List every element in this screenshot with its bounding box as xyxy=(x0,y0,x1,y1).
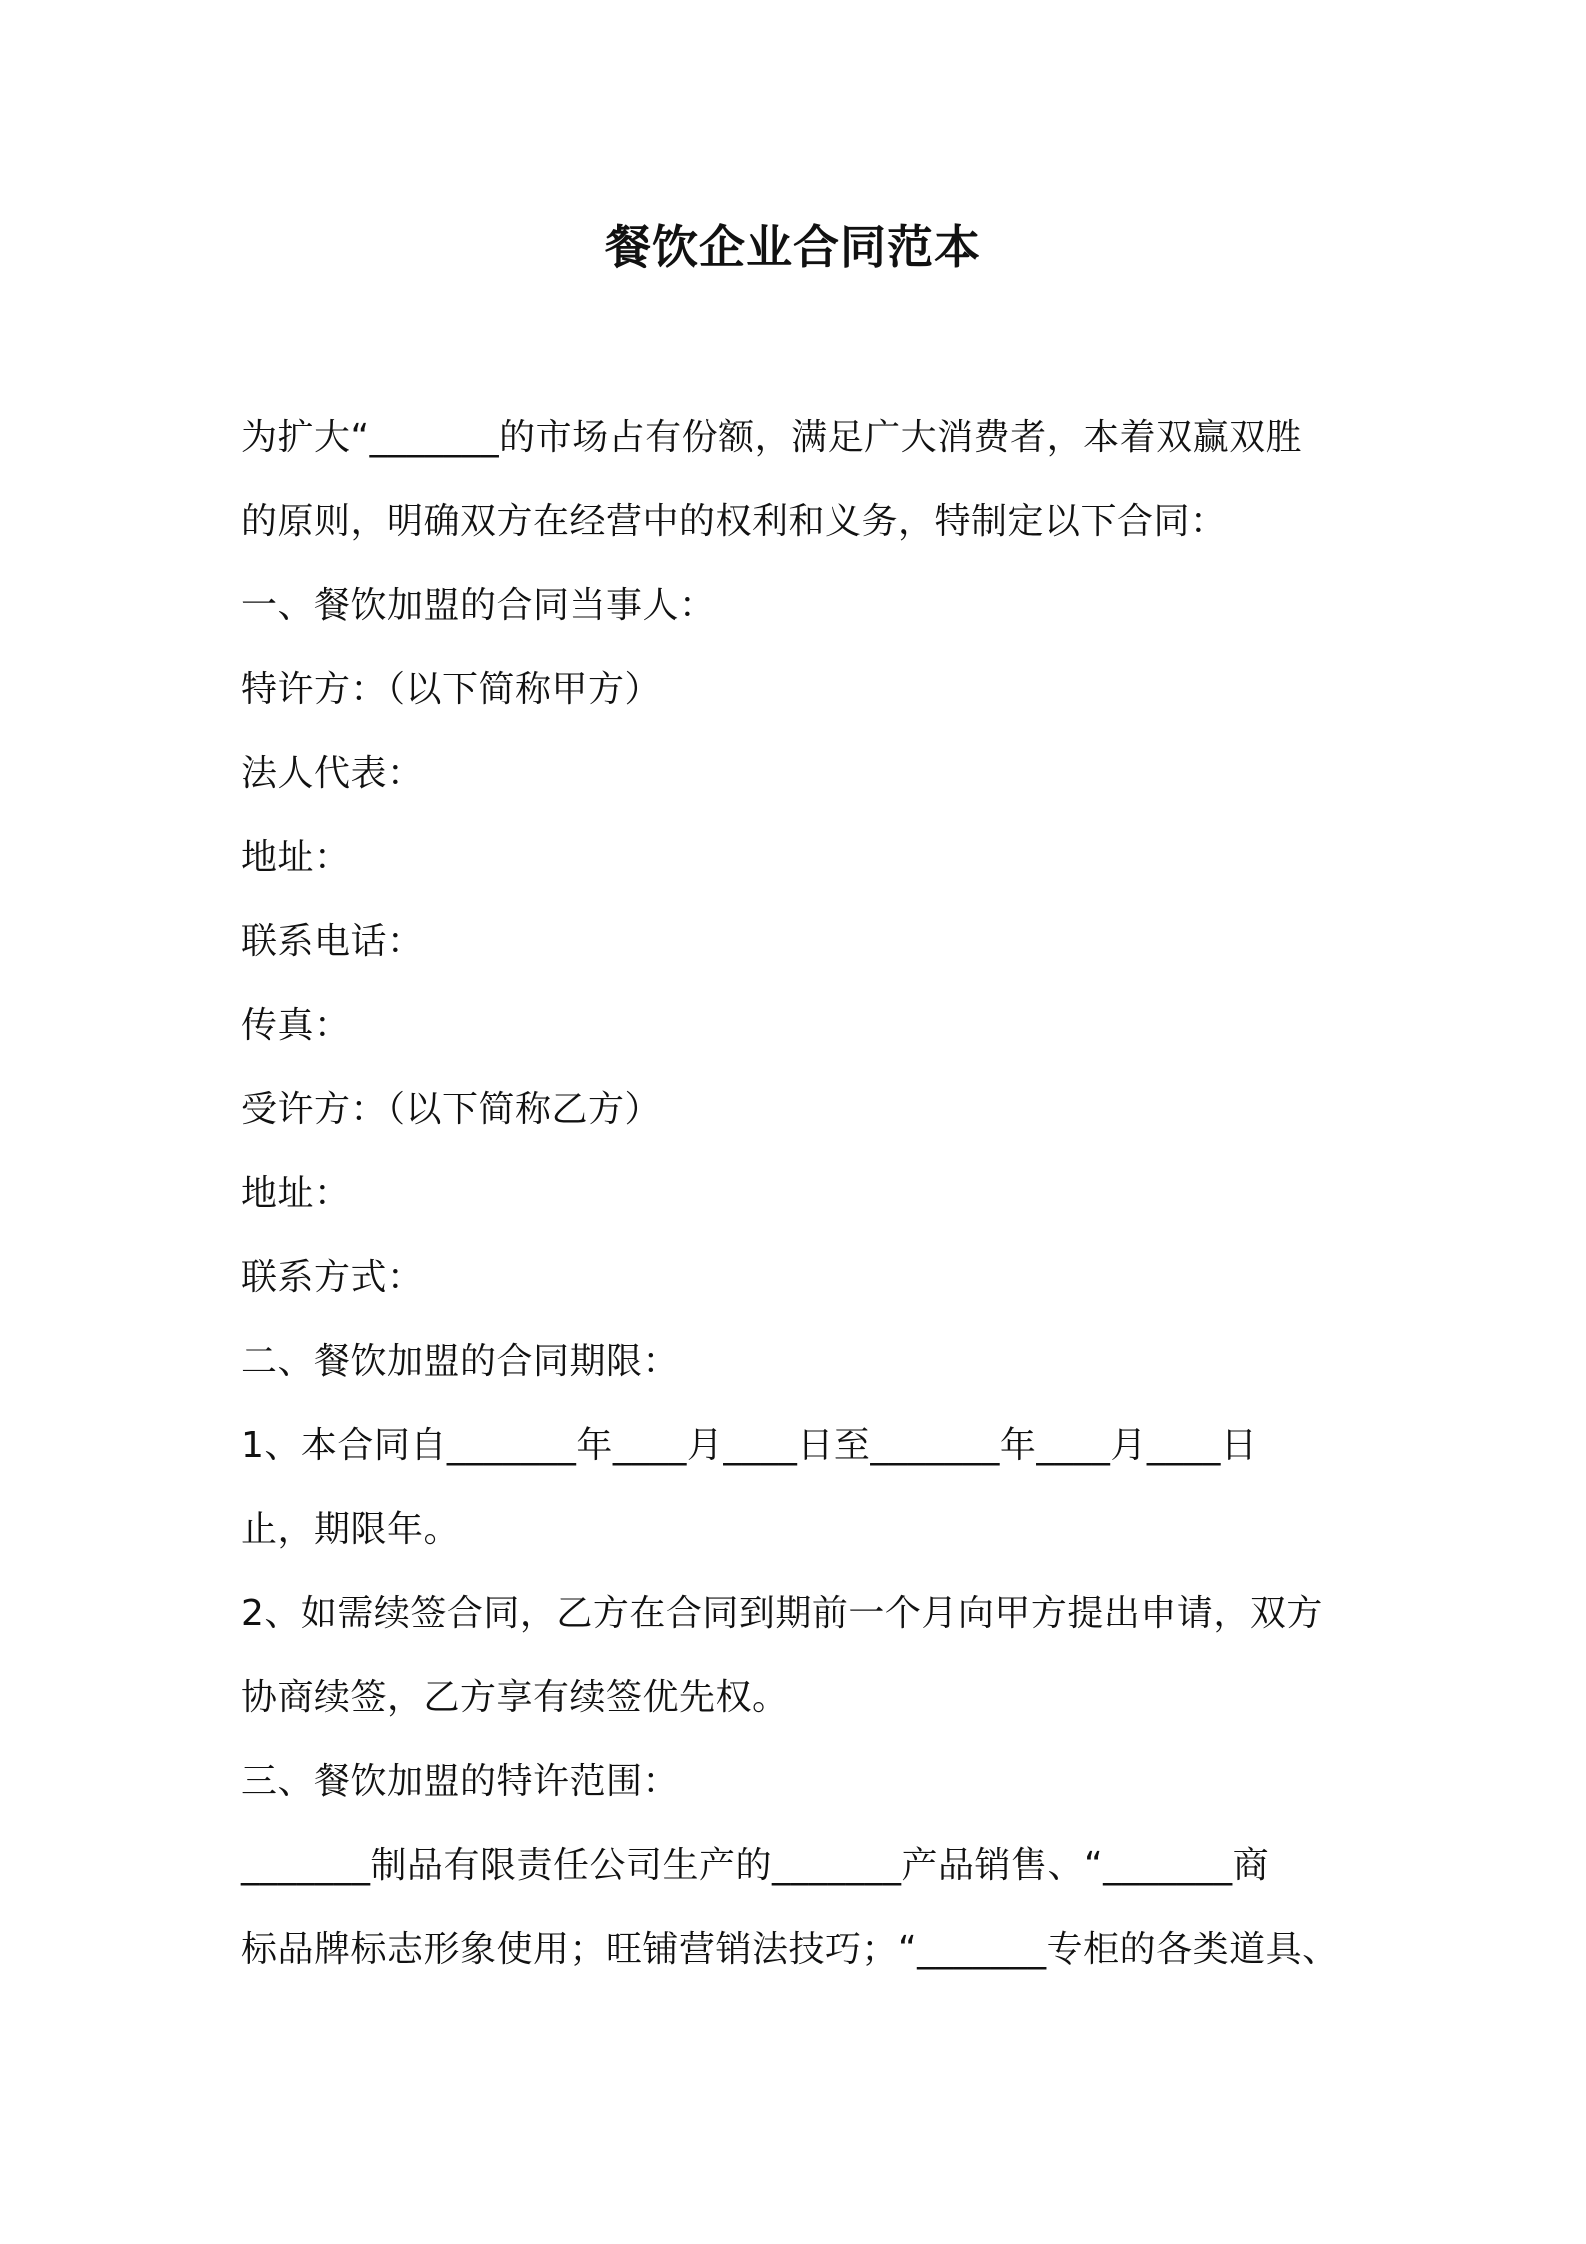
paragraph-line: 止，期限年。 xyxy=(241,1509,461,1550)
section-heading: 一、餐饮加盟的合同当事人： xyxy=(241,585,716,626)
document-title: 餐饮企业合同范本 xyxy=(605,220,981,274)
field-line: 受许方：（以下简称乙方） xyxy=(241,1089,662,1130)
paragraph-line: 协商续签，乙方享有续签优先权。 xyxy=(241,1677,789,1718)
field-line: 联系方式： xyxy=(241,1257,424,1298)
paragraph-line: 2、如需续签合同，乙方在合同到期前一个月向甲方提出申请，双方 xyxy=(241,1593,1323,1634)
section-heading: 三、餐饮加盟的特许范围： xyxy=(241,1761,680,1802)
field-line: 地址： xyxy=(241,837,351,878)
field-line: 地址： xyxy=(241,1173,351,1214)
field-line: 传真： xyxy=(241,1005,351,1046)
paragraph-line: 为扩大“_______的市场占有份额，满足广大消费者，本着双赢双胜 xyxy=(241,417,1303,458)
section-heading: 二、餐饮加盟的合同期限： xyxy=(241,1341,680,1382)
paragraph-line: 1、本合同自_______年____月____日至_______年____月____日 xyxy=(241,1425,1258,1466)
field-line: 联系电话： xyxy=(241,921,424,962)
paragraph-line: 标品牌标志形象使用；旺铺营销法技巧；“_______专柜的各类道具、 xyxy=(241,1929,1339,1970)
field-line: 特许方：（以下简称甲方） xyxy=(241,669,662,710)
paragraph-line: 的原则，明确双方在经营中的权利和义务，特制定以下合同： xyxy=(241,501,1227,542)
document-body xyxy=(241,396,1361,1992)
field-line: 法人代表： xyxy=(241,753,424,794)
paragraph-line: _______制品有限责任公司生产的_______产品销售、“_______商 xyxy=(241,1845,1270,1886)
